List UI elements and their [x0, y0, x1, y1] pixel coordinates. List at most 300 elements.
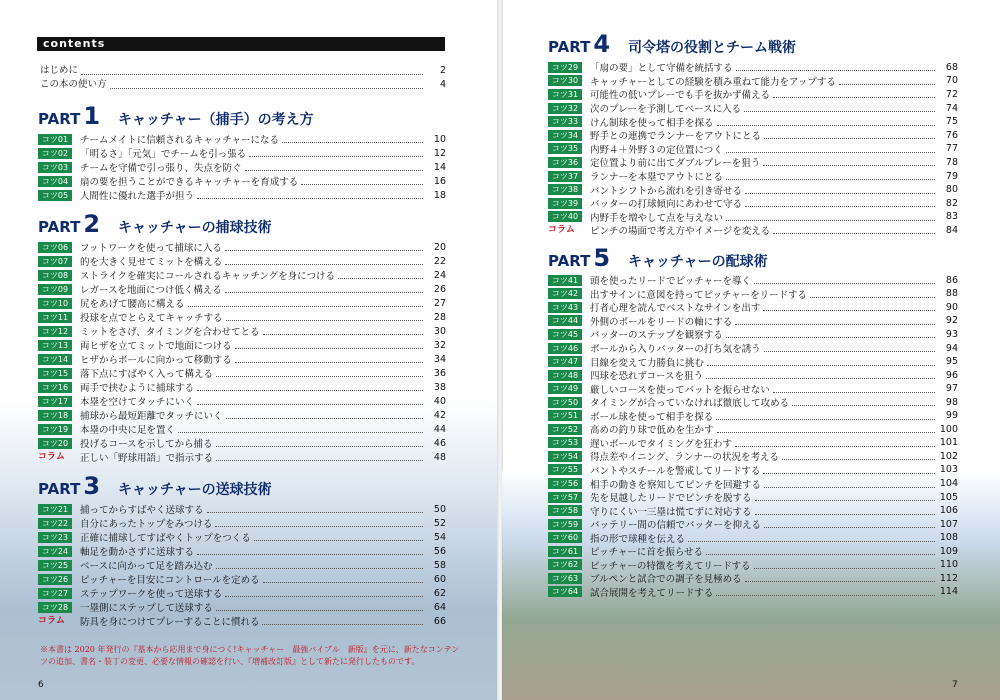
entry-title: ベースに向かって足を踏み込む	[80, 561, 213, 573]
toc-entry	[548, 504, 958, 517]
leader-dots	[81, 67, 423, 75]
tip-number-badge: コツ17	[38, 396, 72, 407]
toc-entry	[548, 156, 958, 169]
entry-title: この本の使い方	[40, 79, 107, 91]
intro-entry	[40, 65, 446, 78]
entry-title: ヒザからボールに向かって移動する	[80, 355, 232, 367]
toc-entry	[38, 255, 446, 268]
leader-dots	[110, 81, 423, 89]
tip-number-badge: コツ23	[38, 532, 72, 543]
entry-page-number: 27	[433, 297, 446, 309]
leader-dots	[717, 425, 935, 433]
part-title: キャッチャーの配球術	[628, 254, 768, 270]
tip-number-badge: コツ45	[548, 329, 582, 340]
leader-dots	[225, 243, 423, 251]
entry-page-number: 104	[939, 478, 958, 489]
part-number: 1	[83, 102, 101, 130]
entry-page-number: 78	[945, 156, 958, 168]
entry-page-number: 30	[433, 325, 446, 337]
leader-dots	[282, 135, 423, 143]
toc-entry	[548, 491, 958, 504]
tip-number-badge: コツ10	[38, 298, 72, 309]
entry-title: 守りにくい一三塁は慌てずに対応する	[590, 506, 752, 518]
entry-title: 外側のボールをリードの軸にする	[590, 316, 733, 328]
toc-entry	[548, 382, 958, 395]
entry-title: 高めの釣り球で低めを生かす	[590, 425, 714, 437]
entry-page-number: 36	[433, 367, 446, 379]
entry-page-number: 56	[433, 545, 446, 557]
tip-number-badge: コツ35	[548, 143, 582, 154]
toc-entry	[38, 409, 446, 422]
tip-number-badge: コツ29	[548, 62, 582, 73]
entry-title: 次のプレーを予測してベースに入る	[590, 104, 742, 116]
toc-entry	[38, 339, 446, 352]
entry-page-number: 97	[945, 383, 958, 395]
toc-entry	[548, 301, 958, 314]
column-label: コラム	[548, 224, 575, 235]
leader-dots	[754, 276, 935, 284]
entry-page-number: 52	[433, 517, 446, 529]
intro-entry	[40, 79, 446, 92]
tip-number-badge: コツ09	[38, 284, 72, 295]
entry-page-number: 14	[433, 161, 446, 173]
entry-page-number: 72	[945, 88, 958, 100]
entry-page-number: 62	[433, 587, 446, 599]
entry-title: 先を見越したリードでピンチを脱する	[590, 493, 752, 505]
toc-entry	[38, 147, 446, 160]
entry-page-number: 22	[433, 255, 446, 267]
right-page	[502, 0, 1000, 700]
toc-entry	[38, 353, 446, 366]
tip-number-badge: コツ52	[548, 424, 582, 435]
entry-page-number: 24	[433, 269, 446, 281]
entry-page-number: 103	[939, 464, 958, 476]
part-title: キャッチャーの送球技術	[118, 482, 272, 498]
entry-page-number: 54	[433, 531, 446, 543]
entry-title: 可能性の低いプレーでも手を抜かず備える	[590, 90, 771, 102]
toc-entry	[548, 115, 958, 128]
entry-title: キャッチャーとしての経験を積み重ねて能力をアップする	[590, 76, 836, 88]
leader-dots	[301, 177, 423, 185]
leader-dots	[706, 547, 935, 555]
toc-entry	[38, 395, 446, 408]
entry-title: 「明るさ」「元気」でチームを引っ張る	[80, 149, 247, 161]
column-entry	[548, 224, 958, 237]
leader-dots	[262, 617, 423, 625]
entry-title: 内野４＋外野３の定位置につく	[590, 144, 723, 156]
toc-entry	[38, 531, 446, 544]
tip-number-badge: コツ43	[548, 302, 582, 313]
leader-dots	[726, 330, 935, 338]
leader-dots	[763, 303, 935, 311]
tip-number-badge: コツ15	[38, 368, 72, 379]
entry-title: 投げるコースを示してから捕る	[80, 439, 213, 451]
entry-title: 人間性に優れた選手が担う	[80, 191, 195, 203]
part-number: 4	[593, 30, 611, 58]
entry-title: 捕ってからすばやく送球する	[80, 505, 204, 517]
entry-title: チームを守備で引っ張り、失点を防ぐ	[80, 163, 242, 175]
leader-dots	[207, 505, 423, 513]
toc-entry	[38, 175, 446, 188]
entry-page-number: 20	[433, 241, 446, 253]
column-label: コラム	[38, 451, 65, 462]
entry-page-number: 107	[939, 518, 958, 530]
entry-page-number: 48	[433, 451, 446, 463]
tip-number-badge: コツ33	[548, 116, 582, 127]
entry-title: レガースを地面につけ低く構える	[80, 285, 222, 297]
entry-page-number: 4	[439, 79, 446, 91]
toc-entry	[38, 545, 446, 558]
part-label: PART	[548, 252, 591, 270]
toc-entry	[548, 342, 958, 355]
entry-page-number: 99	[945, 410, 958, 422]
toc-entry	[548, 477, 958, 490]
entry-page-number: 38	[433, 381, 446, 393]
part-label: PART	[38, 110, 81, 128]
entry-title: 試合展開を考えてリードする	[590, 587, 714, 599]
entry-page-number: 28	[433, 311, 446, 323]
toc-entry	[38, 437, 446, 450]
entry-title: 防具を身につけてプレーすることに慣れる	[80, 617, 260, 629]
tip-number-badge: コツ27	[38, 588, 72, 599]
toc-entry	[548, 315, 958, 328]
leader-dots	[706, 371, 935, 379]
entry-title: 定位置より前に出てダブルプレーを狙う	[590, 158, 761, 170]
entry-page-number: 58	[433, 559, 446, 571]
leader-dots	[755, 507, 935, 515]
toc-entry	[548, 518, 958, 531]
entry-title: バントやスチールを警戒してリードする	[590, 465, 761, 477]
tip-number-badge: コツ22	[38, 518, 72, 529]
toc-entry	[38, 189, 446, 202]
tip-number-badge: コツ19	[38, 424, 72, 435]
tip-number-badge: コツ21	[38, 504, 72, 515]
leader-dots	[792, 398, 935, 406]
toc-entry	[38, 269, 446, 282]
part-title: 司令塔の役割とチーム戦術	[628, 40, 797, 56]
entry-page-number: 79	[945, 170, 958, 182]
tip-number-badge: コツ40	[548, 211, 582, 222]
leader-dots	[726, 213, 935, 221]
tip-number-badge: コツ63	[548, 573, 582, 584]
entry-title: ストライクを確実にコールされるキャッチングを身につける	[80, 271, 335, 283]
leader-dots	[744, 104, 935, 112]
entry-page-number: 110	[939, 559, 958, 571]
column-entry	[38, 615, 446, 628]
entry-page-number: 88	[945, 288, 958, 300]
leader-dots	[754, 561, 935, 569]
leader-dots	[197, 383, 423, 391]
part-number: 2	[83, 210, 101, 238]
tip-number-badge: コツ14	[38, 354, 72, 365]
tip-number-badge: コツ12	[38, 326, 72, 337]
leader-dots	[249, 149, 423, 157]
part-label: PART	[38, 218, 81, 236]
toc-entry	[38, 311, 446, 324]
leader-dots	[338, 271, 423, 279]
leader-dots	[245, 163, 423, 171]
leader-dots	[745, 574, 935, 582]
toc-entry	[548, 129, 958, 142]
entry-page-number: 64	[433, 601, 446, 613]
publication-note: ※本書は 2020 年発行の『基本から応用まで身につく!キャッチャー 最強バイブル 新版』を元に、新たなコンテンツの追加、書名・装丁の変更、必要な情報の確認を行い、『増補改訂版』として新たに発行したものです。	[40, 645, 460, 666]
entry-title: 軸足を動かさずに送球する	[80, 547, 195, 559]
toc-entry	[548, 170, 958, 183]
tip-number-badge: コツ36	[548, 157, 582, 168]
toc-entry	[38, 587, 446, 600]
entry-page-number: 90	[945, 301, 958, 313]
tip-number-badge: コツ39	[548, 198, 582, 209]
leader-dots	[745, 186, 935, 194]
tip-number-badge: コツ01	[38, 134, 72, 145]
entry-title: ステップワークを使って送球する	[80, 589, 223, 601]
entry-title: 出すサインに意図を持ってピッチャーをリードする	[590, 289, 807, 301]
toc-entry	[548, 143, 958, 156]
leader-dots	[215, 519, 423, 527]
entry-page-number: 106	[939, 505, 958, 517]
toc-entry	[548, 328, 958, 341]
leader-dots	[763, 466, 935, 474]
entry-page-number: 109	[939, 545, 958, 557]
entry-title: ミットをさげ、タイミングを合わせてとる	[80, 327, 260, 339]
leader-dots	[782, 452, 935, 460]
entry-page-number: 2	[439, 65, 446, 77]
entry-page-number: 114	[939, 586, 958, 598]
entry-title: 投球を点でとらえてキャッチする	[80, 313, 223, 325]
entry-title: 捕球から最短距離でタッチにいく	[80, 411, 223, 423]
tip-number-badge: コツ48	[548, 370, 582, 381]
tip-number-badge: コツ18	[38, 410, 72, 421]
part-heading	[548, 246, 768, 270]
entry-page-number: 82	[945, 197, 958, 209]
tip-number-badge: コツ06	[38, 242, 72, 253]
tip-number-badge: コツ47	[548, 356, 582, 367]
entry-title: 打者心理を読んでベストなサインを出す	[590, 303, 761, 315]
entry-page-number: 98	[945, 396, 958, 408]
entry-page-number: 74	[945, 102, 958, 114]
toc-entry	[548, 183, 958, 196]
toc-entry	[38, 241, 446, 254]
entry-title: チームメイトに信頼されるキャッチャーになる	[80, 135, 280, 147]
tip-number-badge: コツ61	[548, 546, 582, 557]
tip-number-badge: コツ44	[548, 315, 582, 326]
tip-number-badge: コツ30	[548, 75, 582, 86]
leader-dots	[235, 355, 423, 363]
toc-entry	[38, 283, 446, 296]
entry-title: 自分にあったトップをみつける	[80, 519, 213, 531]
leader-dots	[716, 588, 935, 596]
entry-page-number: 50	[433, 503, 446, 515]
tip-number-badge: コツ55	[548, 464, 582, 475]
leader-dots	[726, 172, 935, 180]
toc-entry	[548, 396, 958, 409]
toc-entry	[38, 381, 446, 394]
tip-number-badge: コツ50	[548, 397, 582, 408]
column-label: コラム	[38, 615, 65, 626]
toc-entry	[548, 211, 958, 224]
entry-page-number: 46	[433, 437, 446, 449]
tip-number-badge: コツ38	[548, 184, 582, 195]
entry-page-number: 32	[433, 339, 446, 351]
entry-page-number: 26	[433, 283, 446, 295]
tip-number-badge: コツ42	[548, 288, 582, 299]
toc-entry	[548, 61, 958, 74]
entry-title: 一塁側にステップして送球する	[80, 603, 213, 615]
toc-entry	[38, 133, 446, 146]
part-title: キャッチャー（捕手）の考え方	[118, 112, 314, 128]
tip-number-badge: コツ56	[548, 478, 582, 489]
toc-entry	[548, 586, 958, 599]
entry-page-number: 112	[939, 572, 958, 584]
leader-dots	[188, 299, 423, 307]
entry-page-number: 108	[939, 532, 958, 544]
entry-page-number: 105	[939, 491, 958, 503]
entry-title: けん制球を使って相手を探る	[590, 117, 714, 129]
entry-page-number: 18	[433, 189, 446, 201]
leader-dots	[735, 317, 935, 325]
entry-page-number: 76	[945, 129, 958, 141]
leader-dots	[764, 131, 935, 139]
tip-number-badge: コツ60	[548, 532, 582, 543]
entry-page-number: 12	[433, 147, 446, 159]
tip-number-badge: コツ46	[548, 343, 582, 354]
entry-page-number: 94	[945, 342, 958, 354]
leader-dots	[263, 327, 423, 335]
entry-title: ピッチャーを目安にコントロールを定める	[80, 575, 260, 587]
toc-entry	[548, 464, 958, 477]
entry-title: 落下点にすばやく入って構える	[80, 369, 214, 381]
leader-dots	[178, 425, 423, 433]
entry-page-number: 70	[945, 75, 958, 87]
entry-page-number: 102	[939, 450, 958, 462]
leader-dots	[707, 358, 935, 366]
entry-title: バッターの打球傾向にあわせて守る	[590, 199, 743, 211]
toc-entry	[548, 102, 958, 115]
entry-title: 内野手を増やして点を与えない	[590, 212, 724, 224]
toc-entry	[38, 367, 446, 380]
tip-number-badge: コツ57	[548, 492, 582, 503]
part-heading	[548, 32, 796, 56]
toc-entry	[548, 545, 958, 558]
entry-page-number: 77	[945, 143, 958, 155]
contents-header: contents	[37, 37, 445, 51]
part-number: 5	[593, 244, 611, 272]
entry-title: バッターのステップを観察する	[590, 330, 723, 342]
leader-dots	[764, 520, 935, 528]
toc-entry	[38, 517, 446, 530]
entry-title: 尻をあげて腰高に構える	[80, 299, 185, 311]
leader-dots	[764, 344, 935, 352]
entry-title: ランナーを本塁でアウトにとる	[590, 172, 724, 184]
entry-page-number: 10	[433, 133, 446, 145]
leader-dots	[225, 285, 423, 293]
tip-number-badge: コツ02	[38, 148, 72, 159]
entry-title: ピンチの場面で考え方やイメージを変える	[590, 226, 771, 238]
entry-page-number: 16	[433, 175, 446, 187]
toc-entry	[38, 325, 446, 338]
entry-page-number: 34	[433, 353, 446, 365]
entry-title: 相手の動きを察知してピンチを回避する	[590, 479, 762, 491]
entry-title: ピッチャーに首を振らせる	[590, 547, 704, 559]
entry-title: タイミングが合っていなければ徹底して攻める	[590, 398, 790, 410]
entry-page-number: 86	[945, 274, 958, 286]
toc-entry	[38, 503, 446, 516]
tip-number-badge: コツ16	[38, 382, 72, 393]
toc-entry	[38, 423, 446, 436]
leader-dots	[197, 191, 423, 199]
leader-dots	[755, 493, 935, 501]
toc-entry	[38, 559, 446, 572]
part-label: PART	[38, 480, 81, 498]
leader-dots	[216, 603, 423, 611]
entry-title: 両ヒザを立てミットで地面につける	[80, 341, 232, 353]
entry-page-number: 100	[939, 423, 958, 435]
entry-title: 指の形で球種を伝える	[590, 533, 686, 545]
entry-title: 厳しいコースを使ってバットを振らせない	[590, 384, 770, 396]
toc-entry	[548, 355, 958, 368]
tip-number-badge: コツ41	[548, 275, 582, 286]
tip-number-badge: コツ13	[38, 340, 72, 351]
entry-title: 目線を変えて力勝負に挑む	[590, 357, 705, 369]
entry-title: 「扇の要」として守備を統括する	[590, 63, 733, 75]
entry-title: ボールから入りバッターの打ち気を誘う	[590, 344, 761, 355]
tip-number-badge: コツ25	[38, 560, 72, 571]
tip-number-badge: コツ08	[38, 270, 72, 281]
tip-number-badge: コツ51	[548, 410, 582, 421]
entry-title: 両手で挟むように捕球する	[80, 383, 195, 395]
toc-entry	[548, 559, 958, 572]
leader-dots	[226, 411, 423, 419]
leader-dots	[263, 575, 423, 583]
leader-dots	[226, 313, 423, 321]
leader-dots	[216, 369, 423, 377]
entry-title: 扇の要を担うことができるキャッチャーを育成する	[80, 177, 299, 189]
leader-dots	[735, 439, 935, 447]
toc-entry	[548, 274, 958, 287]
tip-number-badge: コツ49	[548, 383, 582, 394]
entry-page-number: 93	[945, 328, 958, 340]
leader-dots	[688, 534, 935, 542]
toc-entry	[548, 437, 958, 450]
entry-page-number: 80	[945, 184, 958, 196]
entry-page-number: 92	[945, 315, 958, 327]
left-page	[0, 0, 498, 700]
entry-title: 正しい「野球用語」で指示する	[80, 453, 214, 465]
toc-entry	[548, 423, 958, 436]
entry-page-number: 84	[945, 224, 958, 236]
tip-number-badge: コツ11	[38, 312, 72, 323]
entry-title: 得点差やイニング、ランナーの状況を考える	[590, 452, 780, 464]
tip-number-badge: コツ58	[548, 505, 582, 516]
entry-title: バントシフトから流れを引き寄せる	[590, 185, 743, 197]
tip-number-badge: コツ53	[548, 437, 582, 448]
leader-dots	[764, 480, 935, 488]
entry-page-number: 75	[945, 116, 958, 128]
leader-dots	[810, 290, 935, 298]
tip-number-badge: コツ62	[548, 559, 582, 570]
toc-entry	[548, 288, 958, 301]
leader-dots	[773, 90, 935, 98]
entry-page-number: 44	[433, 423, 446, 435]
part-heading	[38, 212, 272, 236]
entry-title: 四球を恐れずコースを狙う	[590, 371, 704, 383]
tip-number-badge: コツ07	[38, 256, 72, 267]
entry-page-number: 42	[433, 409, 446, 421]
entry-title: 本塁を空けてタッチにいく	[80, 397, 195, 409]
part-title: キャッチャーの捕球技術	[118, 220, 272, 236]
toc-entry	[548, 531, 958, 544]
toc-entry	[38, 297, 446, 310]
